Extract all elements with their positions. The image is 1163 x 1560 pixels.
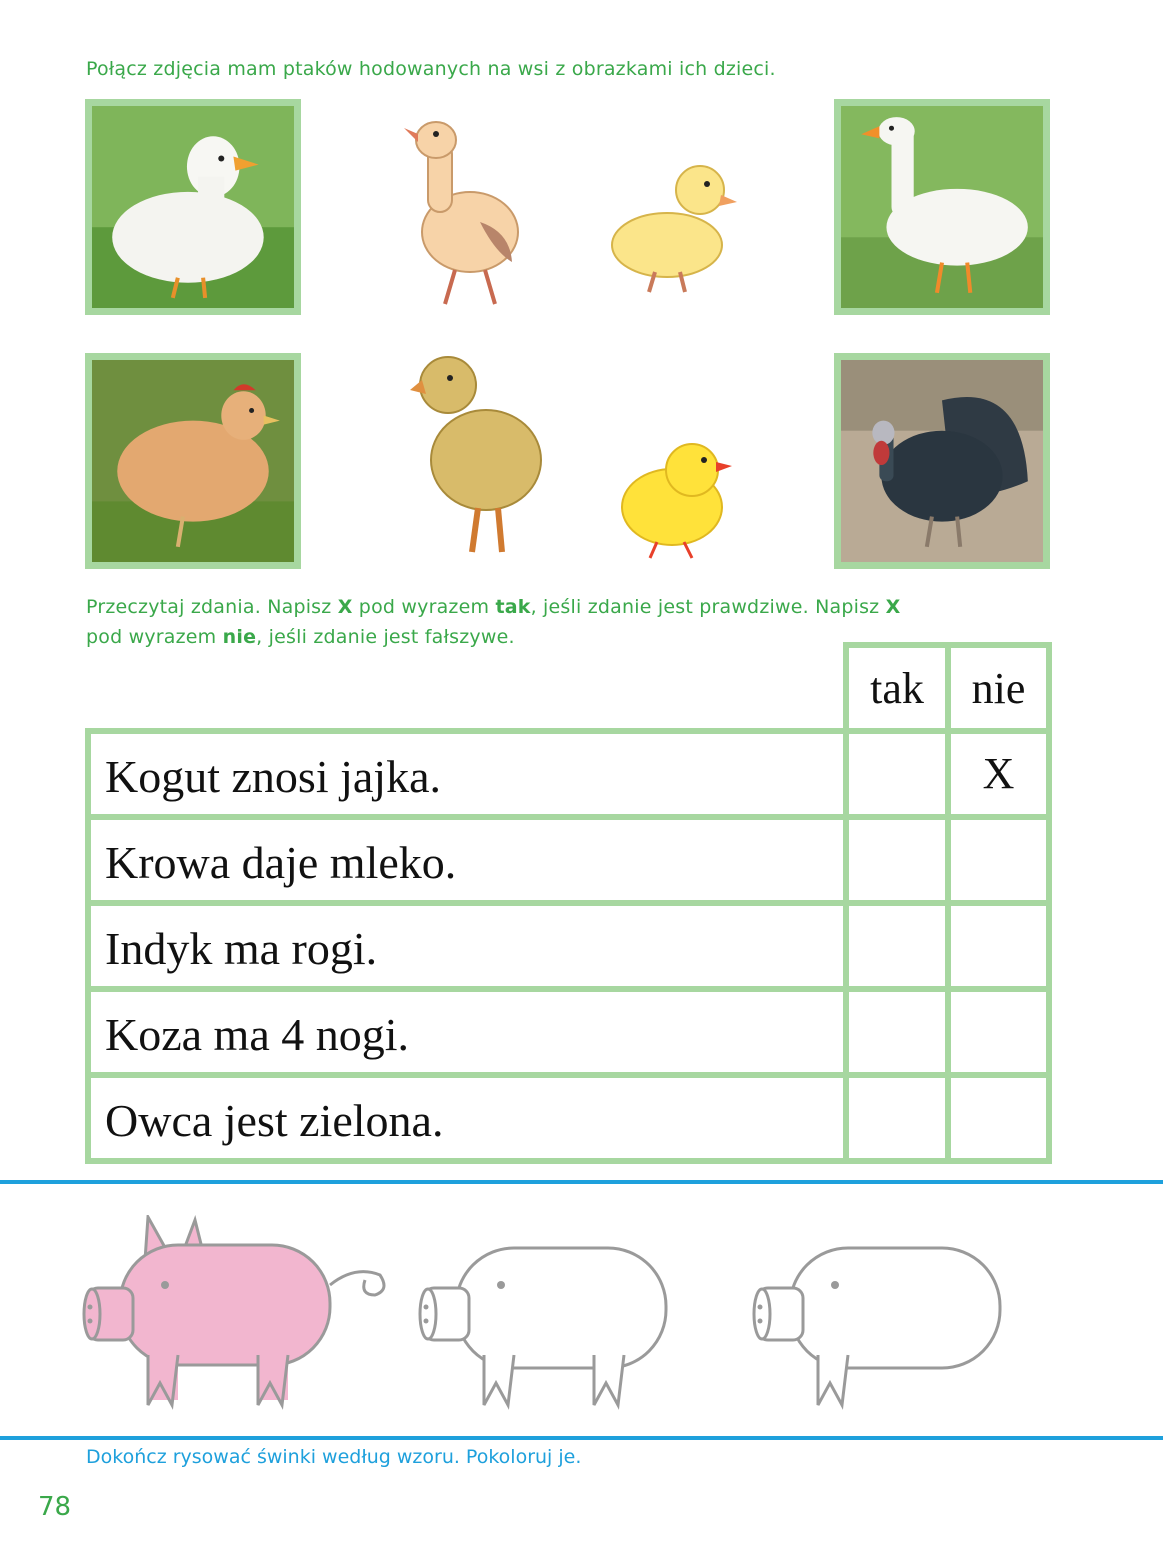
blue-divider-top [0, 1180, 1163, 1184]
mark-nie: X [982, 749, 1015, 798]
instruction-read-part1: Przeczytaj zdania. Napisz [86, 596, 338, 618]
instruction-read-part3: , jeśli zdanie jest prawdziwe. Napisz [530, 596, 886, 618]
instruction-tak: tak [495, 596, 531, 618]
sentence-text: Koza ma 4 nogi. [105, 1009, 410, 1060]
answer-cell-nie[interactable] [945, 986, 1052, 1078]
instruction-nie: nie [222, 626, 257, 648]
goose-illustration [841, 106, 1043, 308]
sentence-text: Kogut znosi jajka. [105, 751, 441, 802]
duckling-drawing [605, 160, 740, 300]
answer-cell-nie[interactable] [945, 814, 1052, 906]
answer-cell-nie[interactable] [945, 1072, 1052, 1164]
header-tak: tak [870, 664, 924, 713]
blue-divider-bottom [0, 1436, 1163, 1440]
instruction-connect: Połącz zdjęcia mam ptaków hodowanych na wsi z obrazkami ich dzieci. [86, 58, 776, 80]
sentence-text: Owca jest zielona. [105, 1095, 444, 1146]
answer-cell-tak[interactable] [843, 728, 951, 820]
pig-outline-2 [750, 1245, 1005, 1410]
turkey-photo [834, 353, 1050, 569]
answer-cell-tak[interactable] [843, 986, 951, 1078]
goose-photo [834, 99, 1050, 315]
answer-cell-nie[interactable] [945, 900, 1052, 992]
sentence-text: Krowa daje mleko. [105, 837, 457, 888]
page-number: 78 [38, 1492, 72, 1522]
instruction-x2: X [885, 596, 901, 618]
duck-photo [85, 99, 301, 315]
gosling-drawing [400, 112, 525, 312]
pig-outline-1 [416, 1245, 671, 1410]
pig-example [80, 1215, 390, 1410]
instruction-x1: X [337, 596, 353, 618]
header-nie: nie [971, 664, 1026, 713]
instruction-read-part2: pod wyrazem [352, 596, 496, 618]
gosling-brown-drawing [408, 350, 548, 562]
hen-photo [85, 353, 301, 569]
instruction-read-part5: , jeśli zdanie jest fałszywe. [256, 626, 515, 648]
duck-illustration [92, 106, 294, 308]
answer-cell-tak[interactable] [843, 814, 951, 906]
answer-cell-tak[interactable] [843, 1072, 951, 1164]
turkey-illustration [841, 360, 1043, 562]
sentence-text: Indyk ma rogi. [105, 923, 378, 974]
instruction-draw: Dokończ rysować świnki według wzoru. Pokoloruj je. [86, 1446, 582, 1468]
hen-illustration [92, 360, 294, 562]
answer-cell-tak[interactable] [843, 900, 951, 992]
instruction-read-part4: pod wyrazem [86, 626, 223, 648]
chick-drawing [612, 432, 737, 562]
